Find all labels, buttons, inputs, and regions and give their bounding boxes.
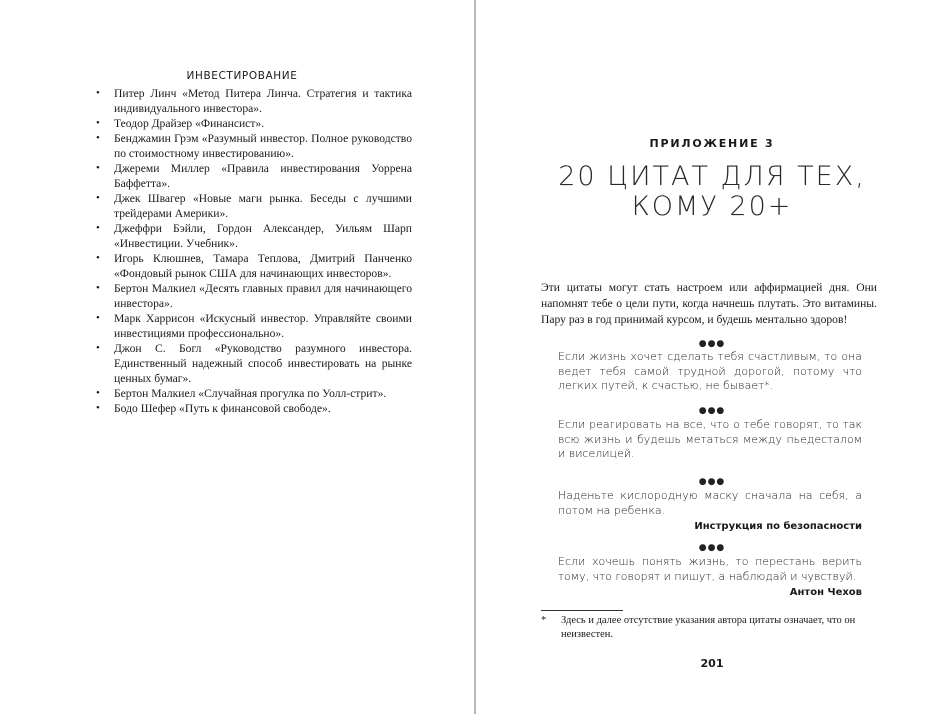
footnote-mark: * — [541, 615, 547, 626]
footnote-text: Здесь и далее отсутствие указания автора цитаты означает, что он неизвестен. — [561, 615, 856, 640]
title-line-1: 20 ЦИТАТ ДЛЯ ТЕХ, — [558, 161, 866, 192]
quote-3 — [558, 489, 862, 535]
appendix-title — [476, 162, 948, 222]
separator-dots-icon: ●●● — [698, 339, 726, 349]
section-heading: ИНВЕСТИРОВАНИЕ — [186, 70, 298, 82]
book-item: • Питер Линч «Метод Питера Линча. Стратегия и тактика индивидуального инвестора». — [96, 86, 412, 116]
book-item: • Бенджамин Грэм «Разумный инвестор. Полное руководство по стоимостному инвестированию». — [96, 131, 412, 161]
footnote-rule — [541, 610, 623, 611]
quote-text: Если реагировать на все, что о тебе говорят, то так всю жизнь и будешь метаться между пьедесталом и виселицей. — [558, 418, 862, 460]
book-item: • Джеффри Бэйли, Гордон Александер, Уильям Шарп «Инвестиции. Учебник». — [96, 221, 412, 251]
book-item: • Игорь Клюшнев, Тамара Теплова, Дмитрий Панченко «Фондовый рынок США для начинающих инвесторов». — [96, 251, 412, 281]
book-item: • Марк Харрисон «Искусный инвестор. Управляйте своими инвестициями профессионально». — [96, 311, 412, 341]
book-item: • Джон С. Богл «Руководство разумного инвестора. Единственный надежный способ инвестировать на рынке ценных бумаг». — [96, 341, 412, 386]
book-item: • Джек Швагер «Новые маги рынка. Беседы с лучшими трейдерами Америки». — [96, 191, 412, 221]
page-number: 201 — [700, 657, 724, 670]
quote-1 — [558, 350, 862, 394]
book-item: • Бертон Малкиел «Десять главных правил для начинающего инвестора». — [96, 281, 412, 311]
book-item: • Теодор Драйзер «Финансист». — [96, 116, 412, 131]
book-item: • Бертон Малкиел «Случайная прогулка по Уолл-стрит». — [96, 386, 412, 401]
quote-text: Если хочешь понять жизнь, то перестань верить тому, что говорят и пишут, а наблюдай и чувствуй. — [558, 555, 862, 583]
book-item: • Бодо Шефер «Путь к финансовой свободе». — [96, 401, 412, 416]
quote-author: Антон Чехов — [789, 587, 862, 598]
quote-4 — [558, 555, 862, 601]
separator-dots-icon: ●●● — [698, 477, 726, 487]
book-list — [96, 86, 412, 416]
quote-text: Наденьте кислородную маску сначала на себя, а потом на ребенка. — [558, 489, 862, 517]
right-page — [476, 0, 948, 714]
quote-text: Если жизнь хочет сделать тебя счастливым, то она ведет тебя самой трудной дорогой, потому что легких путей, к счастью, не бывает*. — [558, 350, 862, 392]
intro-paragraph: Эти цитаты могут стать настроем или аффирмацией дня. Они напомнят тебе о цели пути, когда начнешь плутать. Это витамины. Пару раз в год принимай курсом, и будешь ментально здоров! — [541, 281, 877, 326]
appendix-label: ПРИЛОЖЕНИЕ 3 — [649, 137, 775, 150]
quote-author: Инструкция по безопасности — [694, 521, 862, 532]
title-line-2: КОМУ 20+ — [631, 191, 793, 222]
book-item: • Джереми Миллер «Правила инвестирования Уоррена Баффетта». — [96, 161, 412, 191]
separator-dots-icon: ●●● — [698, 543, 726, 553]
quote-2 — [558, 418, 862, 462]
footnote — [541, 614, 877, 642]
separator-dots-icon: ●●● — [698, 406, 726, 416]
